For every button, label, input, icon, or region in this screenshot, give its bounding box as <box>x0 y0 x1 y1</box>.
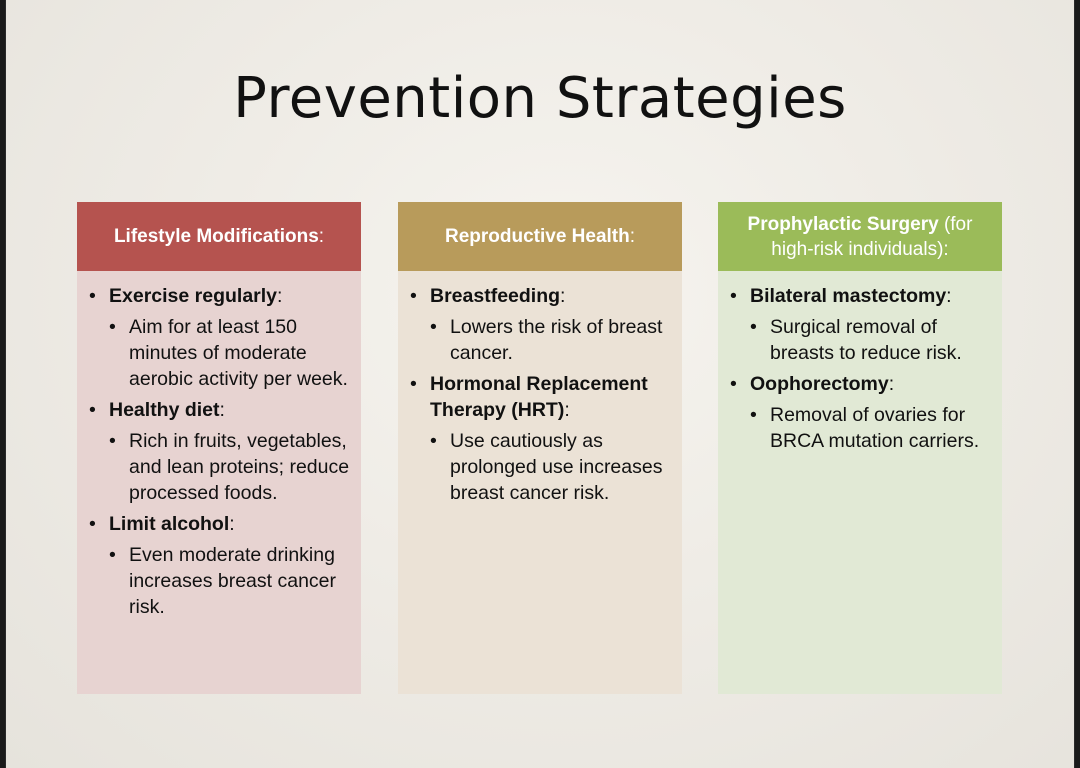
bullet-icon: • <box>750 316 757 338</box>
bullet-icon: • <box>430 430 437 452</box>
item-label: Limit alcohol <box>109 513 230 535</box>
column-header-suffix: (for high-risk individuals): <box>771 213 973 260</box>
column-body <box>77 271 361 694</box>
bullet-icon: • <box>430 316 437 338</box>
sub-list-item <box>410 428 672 506</box>
bullet-icon: • <box>89 513 96 535</box>
column-lifestyle-modifications <box>77 202 361 694</box>
bullet-icon: • <box>730 285 737 307</box>
sub-list-item <box>410 314 672 366</box>
item-label: Healthy diet <box>109 399 220 421</box>
item-label: Oophorectomy <box>750 373 889 395</box>
item-suffix: : <box>888 373 895 395</box>
column-header-suffix: : <box>629 226 636 247</box>
column-body <box>718 271 1002 694</box>
list-item <box>89 283 351 309</box>
list-item <box>730 283 992 309</box>
item-detail: Aim for at least 150 minutes of moderate aerobic activity per week. <box>129 316 348 390</box>
item-suffix: : <box>229 513 235 535</box>
column-reproductive-health <box>398 202 682 694</box>
sub-list-item <box>89 314 351 392</box>
item-label: Exercise regularly <box>109 285 278 307</box>
column-header-title: Reproductive Health <box>444 226 630 247</box>
bullet-icon: • <box>109 316 116 338</box>
column-body <box>398 271 682 694</box>
column-header-suffix: : <box>318 226 325 247</box>
item-detail: Surgical removal of breasts to reduce risk. <box>770 316 962 364</box>
item-detail: Use cautiously as prolonged use increases breast cancer risk. <box>450 430 663 504</box>
list-item <box>410 371 672 423</box>
column-header <box>398 202 682 271</box>
column-prophylactic-surgery <box>718 202 1002 694</box>
bullet-icon: • <box>730 373 737 395</box>
item-suffix: : <box>560 285 566 307</box>
sub-list-item <box>89 542 351 620</box>
bullet-icon: • <box>410 285 417 307</box>
item-detail: Even moderate drinking increases breast cancer risk. <box>129 544 337 618</box>
bullet-icon: • <box>89 285 96 307</box>
item-suffix: : <box>946 285 952 307</box>
sub-list-item <box>730 402 992 454</box>
item-suffix: : <box>277 285 283 307</box>
item-label: Hormonal Replacement Therapy (HRT) <box>430 373 648 421</box>
list-item <box>89 397 351 423</box>
item-detail: Rich in fruits, vegetables, and lean proteins; reduce processed foods. <box>129 430 350 504</box>
bullet-icon: • <box>89 399 96 421</box>
bullet-icon: • <box>750 404 757 426</box>
sub-list-item <box>730 314 992 366</box>
slide-title: Prevention Strategies <box>233 66 847 131</box>
slide <box>6 0 1074 768</box>
item-label: Breastfeeding <box>430 285 561 307</box>
list-item <box>89 511 351 537</box>
item-suffix: : <box>564 399 570 421</box>
bullet-icon: • <box>410 373 417 395</box>
list-item <box>730 371 992 397</box>
list-item <box>410 283 672 309</box>
bullet-icon: • <box>109 544 116 566</box>
item-suffix: : <box>219 399 225 421</box>
item-detail: Removal of ovaries for BRCA mutation carriers. <box>770 404 980 452</box>
column-header <box>718 202 1002 271</box>
column-header-title: Lifestyle Modifications <box>113 226 319 247</box>
column-header-title: Prophylactic Surgery <box>747 213 939 235</box>
sub-list-item <box>89 428 351 506</box>
bullet-icon: • <box>109 430 116 452</box>
item-label: Bilateral mastectomy <box>750 285 947 307</box>
item-detail: Lowers the risk of breast cancer. <box>450 316 663 364</box>
column-header <box>77 202 361 271</box>
